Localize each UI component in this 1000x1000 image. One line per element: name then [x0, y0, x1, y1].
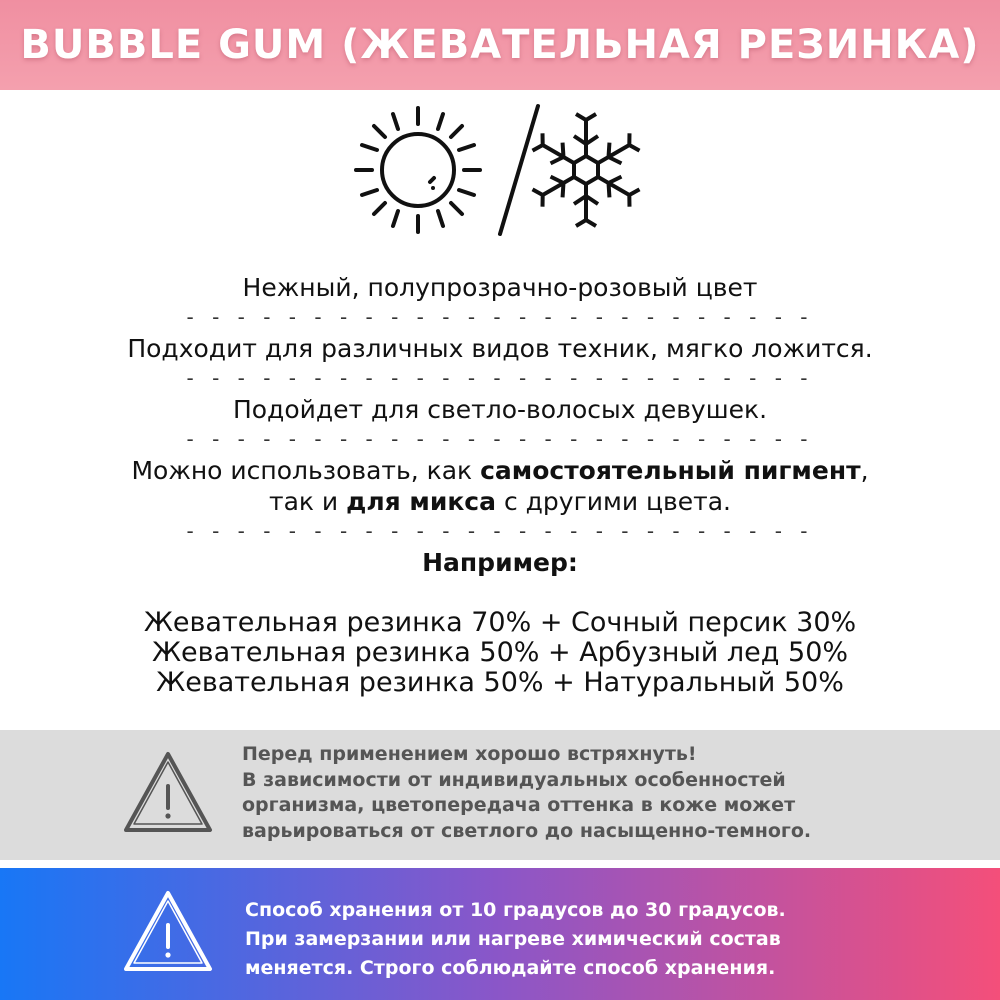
usage-text: ,	[860, 456, 869, 485]
description-block	[0, 272, 1000, 698]
mix-text: так и	[269, 487, 347, 516]
header-banner	[0, 0, 1000, 90]
warning-triangle-icon	[120, 748, 216, 838]
page-title: BUBBLE GUM (ЖЕВАТЕЛЬНАЯ РЕЗИНКА)	[20, 22, 980, 68]
example-list	[0, 608, 1000, 698]
temperature-icons	[350, 100, 650, 240]
example-item: Жевательная резинка 50% + Арбузный лед 50%	[151, 637, 849, 668]
slash-icon	[500, 106, 538, 234]
example-item: Жевательная резинка 70% + Сочный персик 30%	[143, 607, 857, 638]
warning-text	[242, 742, 962, 844]
description-technique: Подходит для различных видов техник, мягко ложится.	[127, 334, 873, 363]
description-mix	[0, 486, 1000, 517]
description-hair: Подойдет для светло-волосых девушек.	[232, 395, 768, 424]
storage-text	[245, 896, 965, 983]
warning-triangle-icon	[120, 887, 216, 977]
storage-line: меняется. Строго соблюдайте способ хранения.	[245, 957, 776, 979]
warning-line: В зависимости от индивидуальных особенностей	[242, 768, 786, 791]
example-title: Например:	[422, 548, 578, 577]
example-item: Жевательная резинка 50% + Натуральный 50%	[156, 667, 844, 698]
storage-line: При замерзании или нагреве химический состав	[245, 928, 781, 950]
divider: - - - - - - - - - - - - - - - - - - - - - - - - -	[186, 366, 814, 390]
warning-line: варьироваться от светлого до насыщенно-темного.	[242, 819, 812, 842]
divider: - - - - - - - - - - - - - - - - - - - - - - - - -	[186, 305, 814, 329]
warning-line: организма, цветопередача оттенка в коже может	[242, 794, 796, 816]
usage-text: Можно использовать, как	[131, 456, 481, 485]
divider: - - - - - - - - - - - - - - - - - - - - - - - - -	[186, 427, 814, 451]
description-usage	[0, 455, 1000, 486]
mix-text: с другими цвета.	[496, 487, 731, 516]
sun-icon	[356, 108, 480, 232]
description-color: Нежный, полупрозрачно-розовый цвет	[242, 273, 758, 302]
storage-line: Способ хранения от 10 градусов до 30 градусов.	[245, 899, 786, 921]
usage-bold: самостоятельный пигмент	[480, 456, 861, 485]
divider: - - - - - - - - - - - - - - - - - - - - - - - - -	[186, 519, 814, 543]
warning-line: Перед применением хорошо встряхнуть!	[242, 743, 697, 765]
mix-bold: для микса	[346, 487, 496, 516]
snowflake-icon	[532, 114, 641, 226]
